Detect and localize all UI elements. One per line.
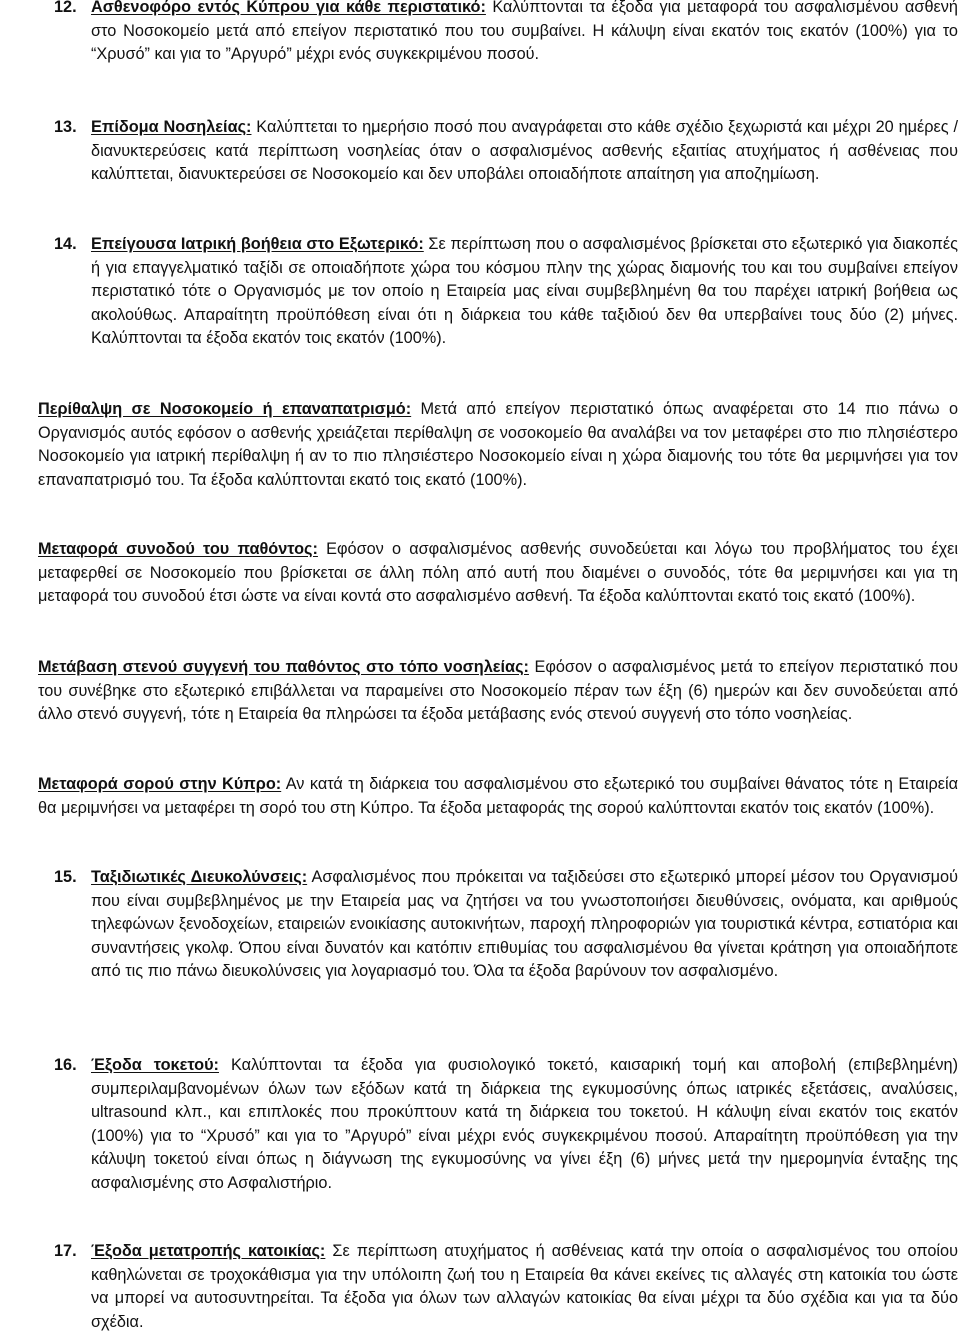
section-paragraph xyxy=(0,538,958,609)
section-number: 15. xyxy=(54,868,77,886)
section-paragraph xyxy=(91,1054,958,1196)
section-number: 16. xyxy=(54,1056,77,1074)
section-title: Έξοδα τοκετού: xyxy=(91,1056,219,1074)
section-body: Σε περίπτωση ατυχήματος ή ασθένειας κατά την οποία ο ασφαλισμένος του οποίου καθηλώνεται σε τροχοκάθισμα για την υπόλοιπη ζωή του η Εταιρεία θα κάνει εκείνες τις αλλαγές στη κατοικία του ώστε να μπορεί να αυτοσυντηρείται. Τα έξοδα για όλων των αλλαγών κατοικίας θα είναι μέχρι τα δύο σχέδια και για τα δύο σχέδια. xyxy=(91,1242,958,1331)
section-body: Καλύπτονται τα έξοδα για μεταφορά του ασφαλισμένου ασθενή στο Νοσοκομείο μετά από επείγον περιστατικό που του συμβαίνει. Η κάλυψη είναι εκατόν τοις εκατόν (100%) για το “Χρυσό” και για το ”Αργυρό” μέχρι ενός συγκεκριμένου ποσού. xyxy=(91,0,958,64)
section-paragraph xyxy=(91,1240,958,1334)
section-title: Ταξιδιωτικές Διευκολύνσεις: xyxy=(91,868,308,886)
section-15 xyxy=(0,866,960,984)
paragraph-hospital-care xyxy=(0,398,960,492)
section-title: Επίδομα Νοσηλείας: xyxy=(91,118,252,136)
section-16 xyxy=(0,1054,960,1196)
section-body: Εφόσον ο ασφαλισμένος ασθενής συνοδεύεται και λόγω του προβλήματος του έχει μεταφερθεί σε Νοσοκομείο που βρίσκεται σε άλλη πόλη από αυτή που διαμένει ο συνοδός, τότε θα μεριμνήσει και για τη μεταφορά του συνοδού έτσι ώστε να είναι κοντά στο ασφαλισμένο ασθενή. Τα έξοδα καλύπτονται εκατό τοις εκατό (100%). xyxy=(38,540,958,606)
section-paragraph xyxy=(91,116,958,187)
section-title: Μεταφορά συνοδού του παθόντος: xyxy=(38,540,318,558)
paragraph-relative-travel xyxy=(0,656,960,727)
section-body: Καλύπτονται τα έξοδα για φυσιολογικό τοκετό, καισαρική τομή και αποβολή (επιβεβλημένη) συμπεριλαμβανομένων όλων των εξόδων κατά τη διάρκεια της εγκυμοσύνης όπως ιατρικές εξετάσεις, αναλύσεις, ultrasound κλπ., και επιπλοκές που προκύπτουν κατά τη διάρκεια του τοκετού. Η κάλυψη είναι εκατόν τοις εκατόν (100%) για το “Χρυσό” και για το ”Αργυρό” είναι μέχρι ενός συγκεκριμένου ποσού. Απαραίτητη προϋπόθεση για την κάλυψη τοκετού είναι όπως η διάγνωση της εγκυμοσύνης να γίνει έξη (6) μήνες μετά την ημερομηνία ένταξης της ασφαλισμένης στο Ασφαλιστήριο. xyxy=(91,1056,958,1192)
paragraph-remains-transport xyxy=(0,773,960,820)
section-paragraph xyxy=(0,398,958,492)
section-14 xyxy=(0,233,960,351)
section-title: Ασθενοφόρο εντός Κύπρου για κάθε περιστατικό: xyxy=(91,0,486,16)
section-number: 17. xyxy=(54,1242,77,1260)
section-body: Ασφαλισμένος που πρόκειται να ταξιδεύσει στο εξωτερικό μπορεί μέσον του Οργανισμού που είναι συμβεβλημένος με την Εταιρεία μας να ζητήσει να του γνωστοποιήσει διευθύνσεις, ονόματα, και αριθμούς τηλεφώνων ξενοδοχείων, εταιρειών ενοικίασης αυτοκινήτων, παροχή πληροφοριών για τουριστικά κέντρα, εστιατόρια και συναντήσεις γκολφ. Όπου είναι δυνατόν και κατόπιν επιθυμίας του ασφαλισμένου θα γίνεται κράτηση για οποιαδήποτε από τις πιο πάνω διευκολύνσεις για λογαριασμό του. Όλα τα έξοδα βαρύνουν τον ασφαλισμένο. xyxy=(91,868,958,981)
section-title: Μεταφορά σορού στην Κύπρο: xyxy=(38,775,282,793)
paragraph-escort-transport xyxy=(0,538,960,609)
section-13 xyxy=(0,116,960,187)
section-paragraph xyxy=(0,773,958,820)
section-body: Μετά από επείγον περιστατικό όπως αναφέρεται στο 14 πιο πάνω ο Οργανισμός αυτός εφόσον ο ασθενής χρειάζεται περίθαλψη σε νοσοκομείο θα αναλάβει να τον μεταφέρει στο πιο πλησιέστερο Νοσοκομείο για ιατρική περίθαλψη ή αν το πιο πλησιέστερο Νοσοκομείο είναι η χώρα διαμονής του τότε θα μεριμνήσει για τον επαναπατρισμό του. Τα έξοδα καλύπτονται εκατό τοις εκατό (100%). xyxy=(38,400,959,489)
section-12 xyxy=(0,0,960,67)
section-17 xyxy=(0,1240,960,1334)
section-number: 12. xyxy=(54,0,77,16)
section-title: Μετάβαση στενού συγγενή του παθόντος στο τόπο νοσηλείας: xyxy=(38,658,529,676)
section-paragraph xyxy=(0,656,958,727)
section-body: Αν κατά τη διάρκεια του ασφαλισμένου στο εξωτερικό του συμβαίνει θάνατος τότε η Εταιρεία θα μεριμνήσει να μεταφέρει τη σορό του στη Κύπρο. Τα έξοδα μεταφοράς της σορού καλύπτονται εκατόν τοις εκατόν (100%). xyxy=(38,775,958,817)
section-title: Επείγουσα Ιατρική βοήθεια στο Εξωτερικό: xyxy=(91,235,424,253)
section-body: Καλύπτεται το ημερήσιο ποσό που αναγράφεται στο κάθε σχέδιο ξεχωριστά και μέχρι 20 ημέρες / διανυκτερεύσεις κατά περίπτωση νοσηλείας όταν ο ασφαλισμένος ασθενής εξαιτίας ατυχήματος ή ασθένειας που καλύπτεται, διανυκτερεύσει σε Νοσοκομείο και δεν υποβάλει οποιαδήποτε απαίτηση για αποζημίωση. xyxy=(91,118,958,184)
section-paragraph xyxy=(91,0,958,67)
section-body: Σε περίπτωση που ο ασφαλισμένος βρίσκεται στο εξωτερικό για διακοπές ή για επαγγελματικό ταξίδι σε οποιαδήποτε χώρα του κόσμου πλην της χώρας διαμονής του και του συμβαίνει επείγον περιστατικό τότε ο Οργανισμός με τον οποίο η Εταιρεία μας είναι συμβεβλημένη θα του παρέχει ιατρική βοήθεια ως ακολούθως. Απαραίτητη προϋπόθεση είναι ότι η διάρκεια του κάθε ταξιδιού δεν θα υπερβαίνει τους δύο (2) μήνες. Καλύπτονται τα έξοδα εκατόν τοις εκατόν (100%). xyxy=(91,235,958,348)
section-paragraph xyxy=(91,866,958,984)
section-paragraph xyxy=(91,233,958,351)
section-number: 13. xyxy=(54,118,77,136)
section-body: Εφόσον ο ασφαλισμένος μετά το επείγον περιστατικό που του συνέβηκε στο εξωτερικό επιβάλλεται να παραμείνει στο Νοσοκομείο πέραν των έξη (6) ημερών και δεν συνοδεύεται από άλλο στενό συγγενή, τότε η Εταιρεία θα πληρώσει τα έξοδα μετάβασης ενός στενού συγγενή στο τόπο νοσηλείας. xyxy=(38,658,958,724)
section-title: Περίθαλψη σε Νοσοκομείο ή επαναπατρισμό: xyxy=(38,400,412,418)
section-number: 14. xyxy=(54,235,77,253)
section-title: Έξοδα μετατροπής κατοικίας: xyxy=(91,1242,326,1260)
